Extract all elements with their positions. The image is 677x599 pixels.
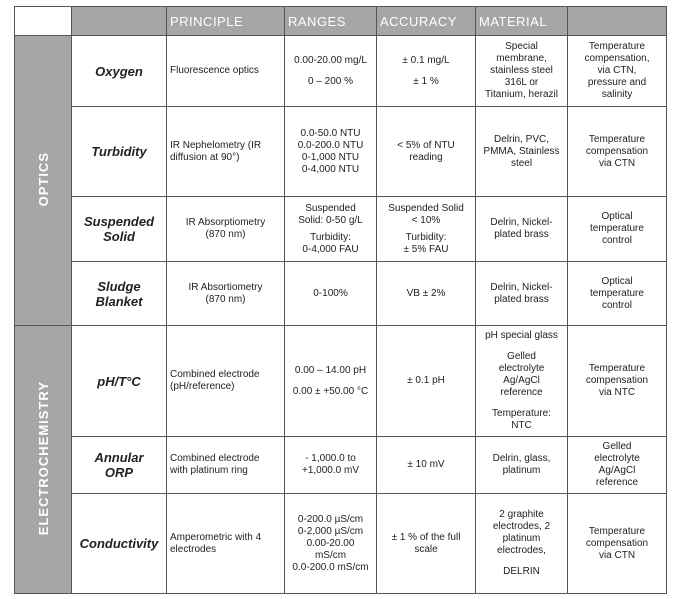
param-name: Conductivity xyxy=(72,494,167,594)
accuracy-cell: ± 1 % of the full scale xyxy=(377,494,476,594)
group-label: OPTICS xyxy=(35,151,51,207)
ranges-cell: Suspended Solid: 0-50 g/L Turbidity: 0-4,000 FAU xyxy=(285,197,377,262)
compensation-cell: Optical temperature control xyxy=(568,197,667,262)
principle-cell: Combined electrode with platinum ring xyxy=(167,437,285,494)
accuracy-cell: VB ± 2% xyxy=(377,262,476,326)
table-row xyxy=(15,36,667,107)
table-row xyxy=(15,494,667,594)
header-ranges: RANGES xyxy=(285,7,377,36)
table-row xyxy=(15,197,667,262)
ranges-cell: 0.00-20.00 mg/L 0 – 200 % xyxy=(285,36,377,107)
param-name: Annular ORP xyxy=(72,437,167,494)
compensation-cell: Gelled electrolyte Ag/AgCl reference xyxy=(568,437,667,494)
compensation-cell: Temperature compensation, via CTN, pressure and salinity xyxy=(568,36,667,107)
sensor-spec-table xyxy=(14,6,667,594)
accuracy-cell: < 5% of NTU reading xyxy=(377,107,476,197)
table-row xyxy=(15,107,667,197)
ranges-cell: 0.00 – 14.00 pH 0.00 ± +50.00 °C xyxy=(285,326,377,437)
principle-cell: Combined electrode (pH/reference) xyxy=(167,326,285,437)
material-cell: Delrin, glass, platinum xyxy=(476,437,568,494)
principle-cell: IR Absorptiometry (870 nm) xyxy=(167,197,285,262)
header-parameter xyxy=(72,7,167,36)
group-optics xyxy=(15,36,72,326)
compensation-cell: Temperature compensation via NTC xyxy=(568,326,667,437)
material-cell: Special membrane, stainless steel 316L or Titanium, herazil xyxy=(476,36,568,107)
header-principle: PRINCIPLE xyxy=(167,7,285,36)
param-name: Oxygen xyxy=(72,36,167,107)
group-electrochemistry xyxy=(15,326,72,594)
compensation-cell: Temperature compensation via CTN xyxy=(568,107,667,197)
material-cell: Delrin, Nickel- plated brass xyxy=(476,197,568,262)
header-row xyxy=(15,7,667,36)
ranges-cell: 0-200.0 µS/cm 0-2,000 µS/cm 0.00-20.00 mS/cm 0.0-200.0 mS/cm xyxy=(285,494,377,594)
material-cell: Delrin, PVC, PMMA, Stainless steel xyxy=(476,107,568,197)
accuracy-cell: ± 10 mV xyxy=(377,437,476,494)
compensation-cell: Temperature compensation via CTN xyxy=(568,494,667,594)
header-corner xyxy=(15,7,72,36)
principle-cell: Amperometric with 4 electrodes xyxy=(167,494,285,594)
ranges-cell: 0-100% xyxy=(285,262,377,326)
group-label: ELECTROCHEMISTRY xyxy=(35,380,51,536)
accuracy-cell: ± 0.1 mg/L ± 1 % xyxy=(377,36,476,107)
accuracy-cell: ± 0.1 pH xyxy=(377,326,476,437)
material-cell: 2 graphite electrodes, 2 platinum electrodes, DELRIN xyxy=(476,494,568,594)
param-name: Sludge Blanket xyxy=(72,262,167,326)
table-row xyxy=(15,326,667,437)
param-name: Suspended Solid xyxy=(72,197,167,262)
material-cell: Delrin, Nickel- plated brass xyxy=(476,262,568,326)
header-material: MATERIAL xyxy=(476,7,568,36)
param-name: pH/T°C xyxy=(72,326,167,437)
compensation-cell: Optical temperature control xyxy=(568,262,667,326)
table-row xyxy=(15,262,667,326)
material-cell: pH special glass Gelled electrolyte Ag/AgCl reference Temperature: NTC xyxy=(476,326,568,437)
accuracy-cell: Suspended Solid < 10% Turbidity: ± 5% FAU xyxy=(377,197,476,262)
table-row xyxy=(15,437,667,494)
principle-cell: IR Absortiometry (870 nm) xyxy=(167,262,285,326)
param-name: Turbidity xyxy=(72,107,167,197)
ranges-cell: 0.0-50.0 NTU 0.0-200.0 NTU 0-1,000 NTU 0-4,000 NTU xyxy=(285,107,377,197)
header-accuracy: ACCURACY xyxy=(377,7,476,36)
principle-cell: IR Nephelometry (IR diffusion at 90°) xyxy=(167,107,285,197)
header-compensation xyxy=(568,7,667,36)
principle-cell: Fluorescence optics xyxy=(167,36,285,107)
ranges-cell: - 1,000.0 to +1,000.0 mV xyxy=(285,437,377,494)
